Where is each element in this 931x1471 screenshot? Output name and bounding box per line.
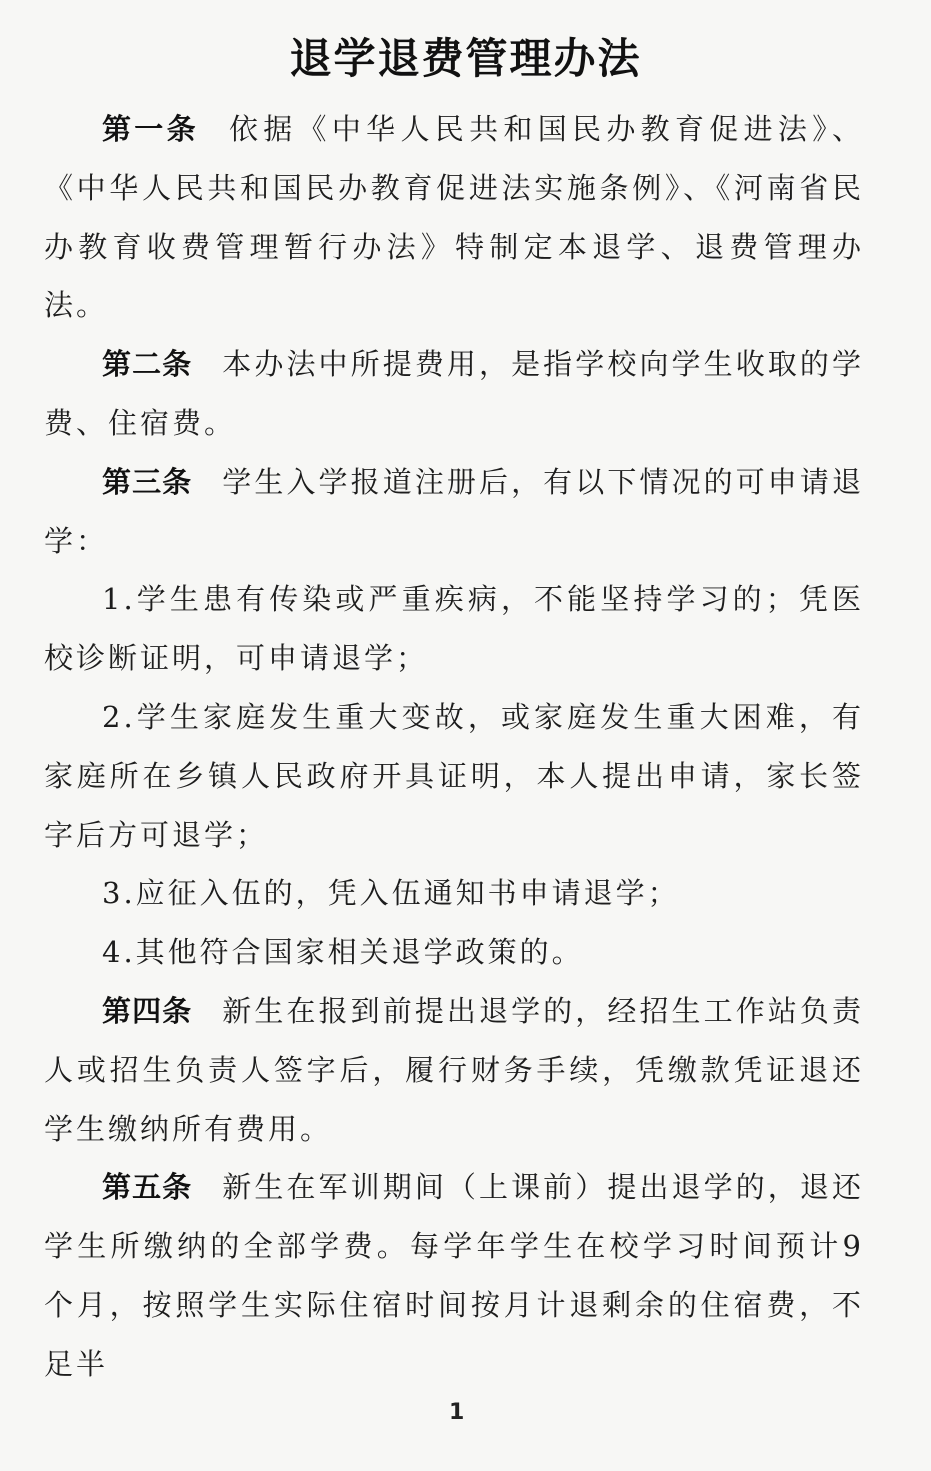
list-item: 2.学生家庭发生重大变故，或家庭发生重大困难，有家庭所在乡镇人民政府开具证明，本人提出申请，家长签字后方可退学；: [44, 699, 864, 852]
article-number: 第三条: [102, 464, 193, 499]
list-item: 3.应征入伍的，凭入伍通知书申请退学；: [102, 876, 680, 911]
article-number: 第五条: [102, 1170, 193, 1205]
article-text: 新生在军训期间（上课前）提出退学的，退还学生所缴纳的全部学费。每学年学生在校学习时间预计9个月，按照学生实际住宿时间按月计退剩余的住宿费，不足半: [44, 1170, 864, 1381]
article-text: 新生在报到前提出退学的，经招生工作站负责人或招生负责人签字后，履行财务手续，凭缴款凭证退还学生缴纳所有费用。: [44, 993, 864, 1146]
document-title: 退学退费管理办法: [289, 34, 642, 83]
article-number: 第一条: [102, 112, 199, 146]
article-4: [44, 982, 864, 1158]
article-2: [44, 335, 864, 453]
article-text: 学生入学报道注册后，有以下情况的可申请退学：: [44, 464, 864, 558]
article-number: 第四条: [102, 993, 193, 1028]
article-1: [44, 100, 864, 335]
article-text: 依据《中华人民共和国民办教育促进法》、《中华人民共和国民办教育促进法实施条例》、《河南省民办教育收费管理暂行办法》特制定本退学、退费管理办法。: [44, 112, 864, 323]
document-body: [44, 100, 864, 1394]
page-number: 1: [449, 1400, 465, 1425]
list-item: 1.学生患有传染或严重疾病，不能坚持学习的；凭医校诊断证明，可申请退学；: [44, 582, 864, 676]
article-number: 第二条: [102, 347, 193, 382]
article-3: [44, 453, 864, 571]
list-item: 4.其他符合国家相关退学政策的。: [102, 935, 584, 970]
article-text: 本办法中所提费用，是指学校向学生收取的学费、住宿费。: [44, 347, 864, 440]
article-5: [44, 1158, 864, 1393]
